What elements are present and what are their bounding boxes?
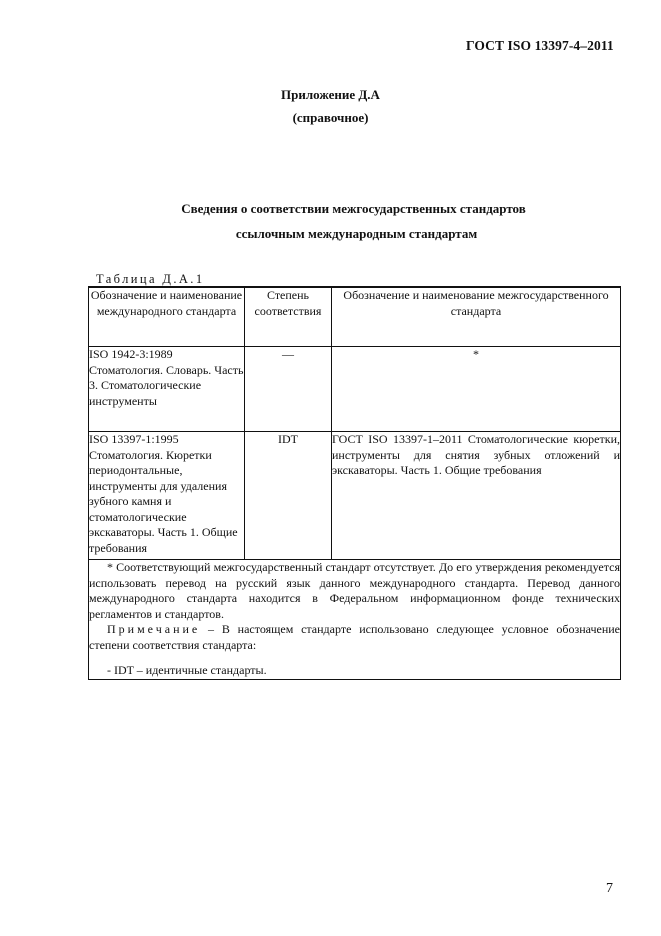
row2-interstate: ГОСТ ISO 13397-1–2011 Стоматологические кюретки, инструменты для снятия зубных отложений и экскаваторы. Часть 1. Общие требования xyxy=(332,432,621,560)
correspondence-table xyxy=(88,286,621,680)
section-title-line1: Сведения о соответствии межгосударственных стандартов xyxy=(181,201,526,216)
legend-text: - IDT – идентичные стандарты. xyxy=(107,663,267,677)
page-number: 7 xyxy=(606,881,613,896)
table-label: Таблица Д.А.1 xyxy=(96,272,205,286)
row1-degree: — xyxy=(245,347,332,432)
document-code: ГОСТ ISO 13397-4–2011 xyxy=(466,38,614,53)
section-title-line2: ссылочным международным стандартам xyxy=(235,226,478,241)
row2-intl: ISO 13397-1:1995 Стоматология. Кюретки периодонтальные, инструменты для удаления зубного камня и стоматологические экскаваторы. Часть 1. Общие требования xyxy=(89,432,245,560)
appendix-title: Приложение Д.А xyxy=(281,87,380,102)
table-footnote-row xyxy=(89,560,621,680)
table-row xyxy=(89,347,621,432)
row2-degree: IDT xyxy=(245,432,332,560)
note-text: – В настоящем стандарте использовано следующее условное обозначение степени соответствия стандарта: xyxy=(89,622,620,652)
appendix-subtitle: (справочное) xyxy=(292,110,369,125)
header-interstate-standard: Обозначение и наименование межгосударственного стандарта xyxy=(332,287,621,347)
table-row xyxy=(89,432,621,560)
row1-intl: ISO 1942-3:1989 Стоматология. Словарь. Часть 3. Стоматологические инструменты xyxy=(89,347,245,432)
table-header-row xyxy=(89,287,621,347)
footnote-text: * Соответствующий межгосударственный стандарт отсутствует. До его утверждения рекомендуется использовать перевод на русский язык данного международного стандарта. Перевод данного международного стандарта находится в Федеральном информационном фонде технических регламентов и стандартов. xyxy=(89,560,620,621)
note-paragraph xyxy=(89,622,620,653)
header-intl-standard: Обозначение и наименование международного стандарта xyxy=(89,287,245,347)
table-footnote xyxy=(89,560,621,680)
header-degree: Степень соответствия xyxy=(245,287,332,347)
note-label: Примечание xyxy=(107,622,201,636)
row1-interstate: * xyxy=(332,347,621,432)
